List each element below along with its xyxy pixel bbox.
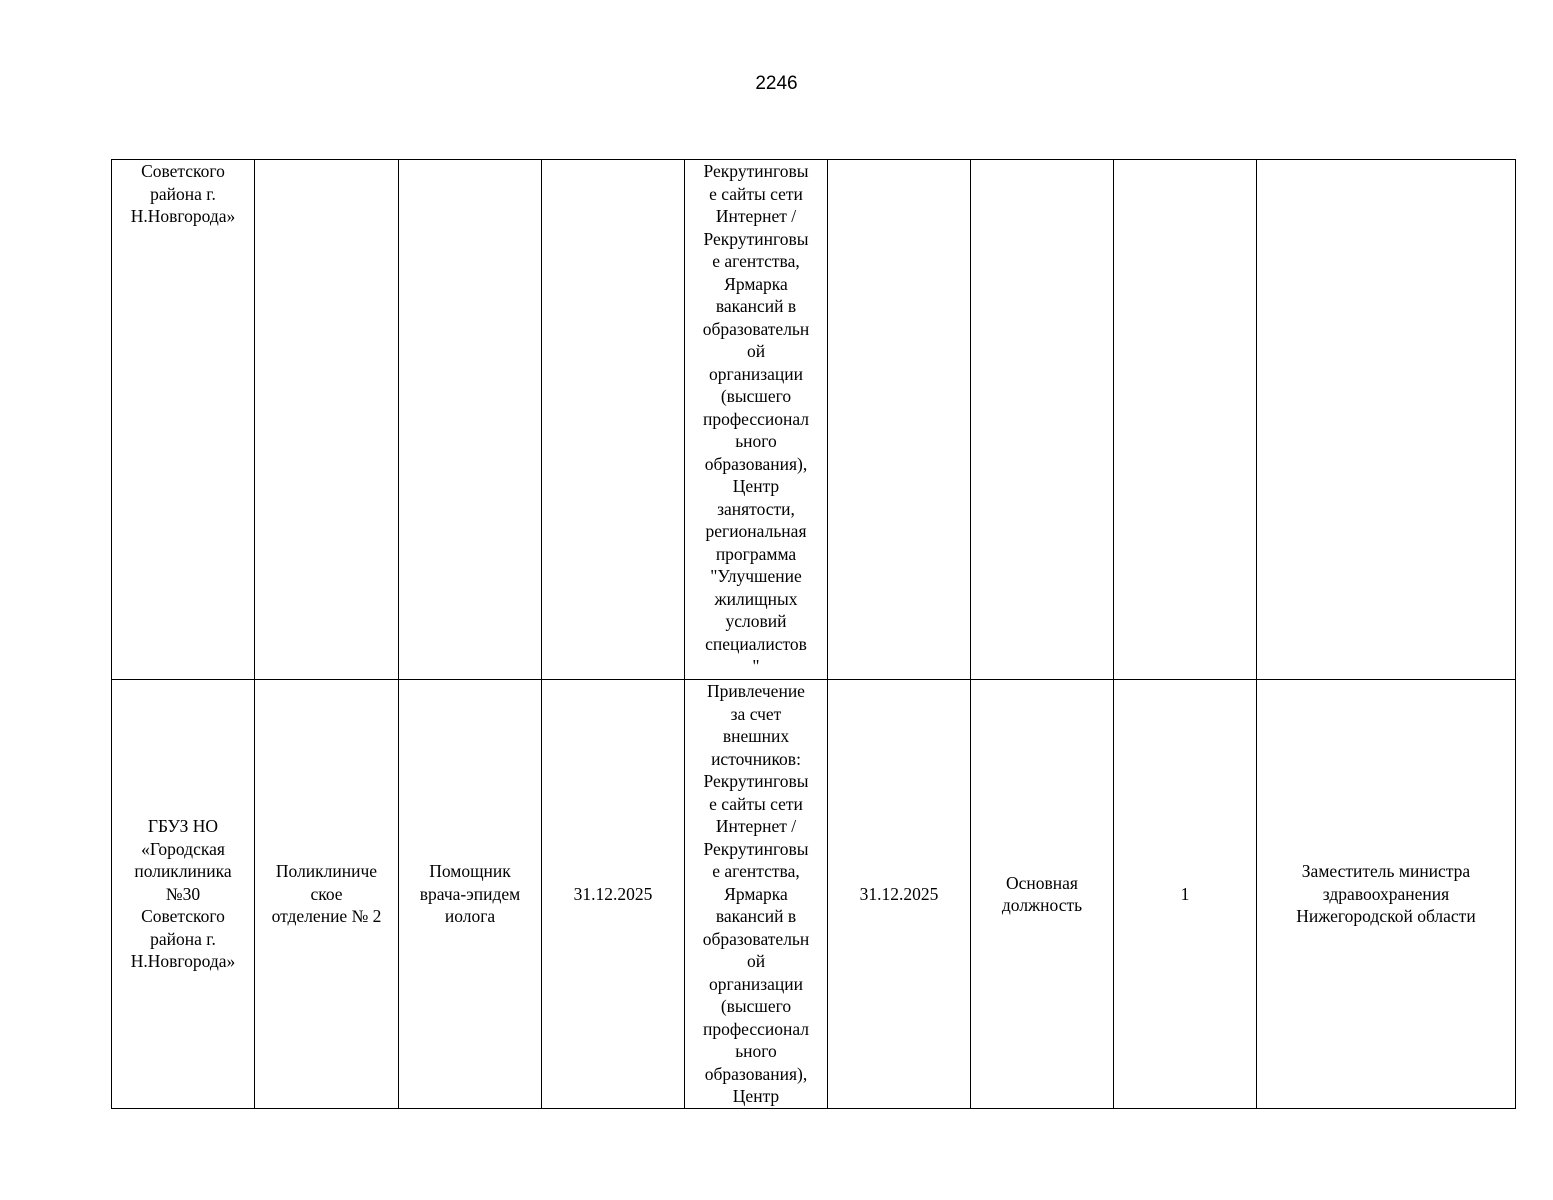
vacancy-table <box>111 159 1516 1109</box>
cell-date-need <box>542 160 685 680</box>
cell-position-type <box>971 160 1114 680</box>
cell-responsible <box>1257 160 1516 680</box>
page-number: 2246 <box>755 73 798 94</box>
cell-date-fill: 31.12.2025 <box>828 680 971 1109</box>
cell-count <box>1114 160 1257 680</box>
cell-department <box>255 160 399 680</box>
cell-count: 1 <box>1114 680 1257 1109</box>
cell-organization: ГБУЗ НО «Городская поликлиника №30 Советского района г. Н.Новгорода» <box>112 680 255 1109</box>
cell-organization: Советского района г. Н.Новгорода» <box>112 160 255 680</box>
cell-position: Помощник врача-эпидем иолога <box>399 680 542 1109</box>
table-row <box>112 160 1516 680</box>
cell-date-need: 31.12.2025 <box>542 680 685 1109</box>
cell-position <box>399 160 542 680</box>
cell-department: Поликлиниче ское отделение № 2 <box>255 680 399 1109</box>
cell-method: Привлечение за счет внешних источников: Рекрутинговы е сайты сети Интернет / Рекрутинговы е агентства, Ярмарка вакансий в образовательн ой организации (высшего профессионал ьного образования), Центр <box>685 680 828 1109</box>
cell-date-fill <box>828 160 971 680</box>
cell-responsible: Заместитель министра здравоохранения Нижегородской области <box>1257 680 1516 1109</box>
cell-position-type: Основная должность <box>971 680 1114 1109</box>
cell-method: Рекрутинговы е сайты сети Интернет / Рекрутинговы е агентства, Ярмарка вакансий в образовательн ой организации (высшего профессионал ьного образования), Центр занятости, региональная программа "Улучшение жилищных условий специалистов " <box>685 160 828 680</box>
table-row <box>112 680 1516 1109</box>
